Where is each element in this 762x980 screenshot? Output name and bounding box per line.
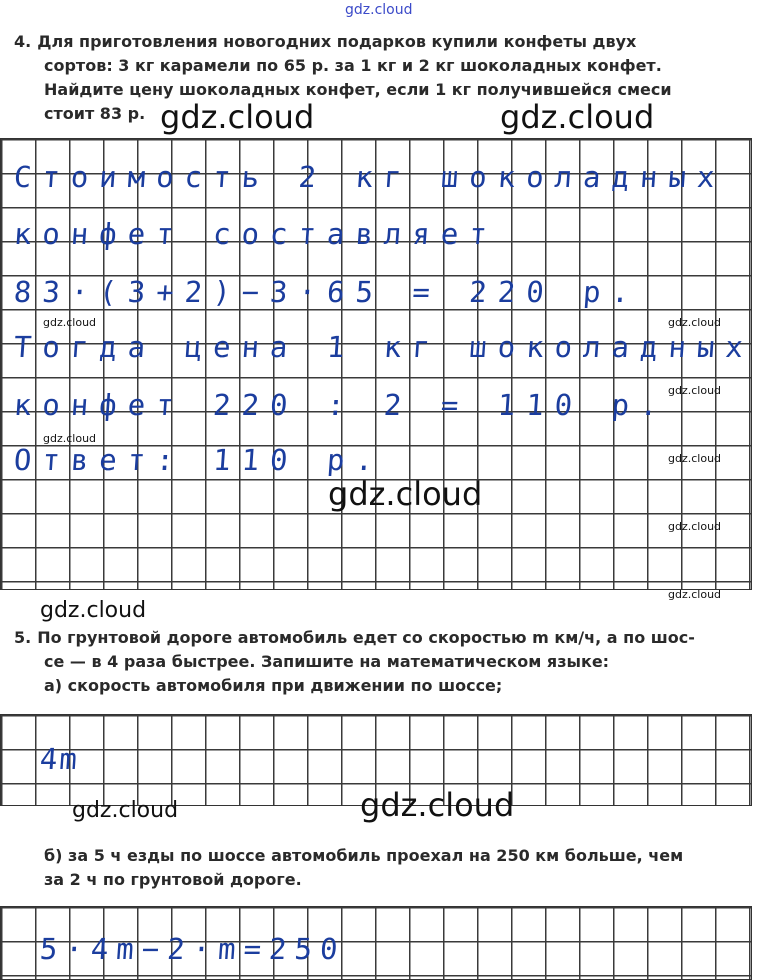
task-5-text-1: По грунтовой дороге автомобиль едет со скоростью m км/ч, а по шос- — [37, 628, 695, 647]
watermark-9: gdz.cloud — [668, 520, 722, 533]
watermark-12: gdz.cloud — [72, 798, 179, 823]
task-4-answer-line-6: Ответ: 110 р. — [12, 443, 386, 477]
watermark-8: gdz.cloud — [328, 475, 483, 513]
task-5-statement — [14, 626, 754, 698]
watermark-4: gdz.cloud — [668, 316, 722, 329]
task-5b-answer: 5·4m−2·m=250 — [38, 932, 347, 966]
task-4-answer-line-3: 83·(3+2)−3·65 = 220 р. — [12, 275, 642, 309]
task-4-line-4: стоит 83 р. — [44, 104, 146, 123]
task-4-line-1 — [14, 30, 754, 54]
task-5b-statement — [44, 844, 756, 892]
task-5-line-2: се — в 4 раза быстрее. Запишите на математическом языке: — [44, 652, 610, 671]
task-5a-answer: 4m — [38, 742, 81, 776]
task-4-answer-line-5: конфет 220 : 2 = 110 р. — [12, 388, 670, 422]
task-5b-line-2: за 2 ч по грунтовой дороге. — [44, 870, 302, 889]
watermark-1: gdz.cloud — [160, 98, 315, 136]
task-4-number: 4. — [14, 32, 32, 51]
watermark-7: gdz.cloud — [668, 452, 722, 465]
task-4-text-1: Для приготовления новогодних подарков купили конфеты двух — [37, 32, 637, 51]
watermark-3: gdz.cloud — [43, 316, 97, 329]
watermark-5: gdz.cloud — [668, 384, 722, 397]
task-4-answer-line-2: конфет составляет — [12, 217, 500, 251]
task-5-number: 5. — [14, 628, 32, 647]
watermark-2: gdz.cloud — [500, 98, 655, 136]
task-5b-line-1: б) за 5 ч езды по шоссе автомобиль проехал на 250 км больше, чем — [44, 846, 684, 865]
task-4-answer-grid — [0, 138, 752, 590]
task-4-answer-line-1: Стоимость 2 кг шоколадных — [12, 160, 727, 194]
watermark-13: gdz.cloud — [360, 786, 515, 824]
watermark-11: gdz.cloud — [40, 598, 147, 623]
task-5-line-3: а) скорость автомобиля при движении по шоссе; — [44, 676, 503, 695]
watermark-6: gdz.cloud — [43, 432, 97, 445]
task-4-line-2: сортов: 3 кг карамели по 65 р. за 1 кг и 2 кг шоколадных конфет. — [44, 56, 662, 75]
task-4-answer-line-4: Тогда цена 1 кг шоколадных — [12, 330, 756, 364]
task-5-line-1 — [14, 626, 754, 650]
task-4-line-3: Найдите цену шоколадных конфет, если 1 кг получившейся смеси — [44, 80, 672, 99]
watermark-top: gdz.cloud — [345, 2, 413, 18]
watermark-10: gdz.cloud — [668, 588, 722, 601]
